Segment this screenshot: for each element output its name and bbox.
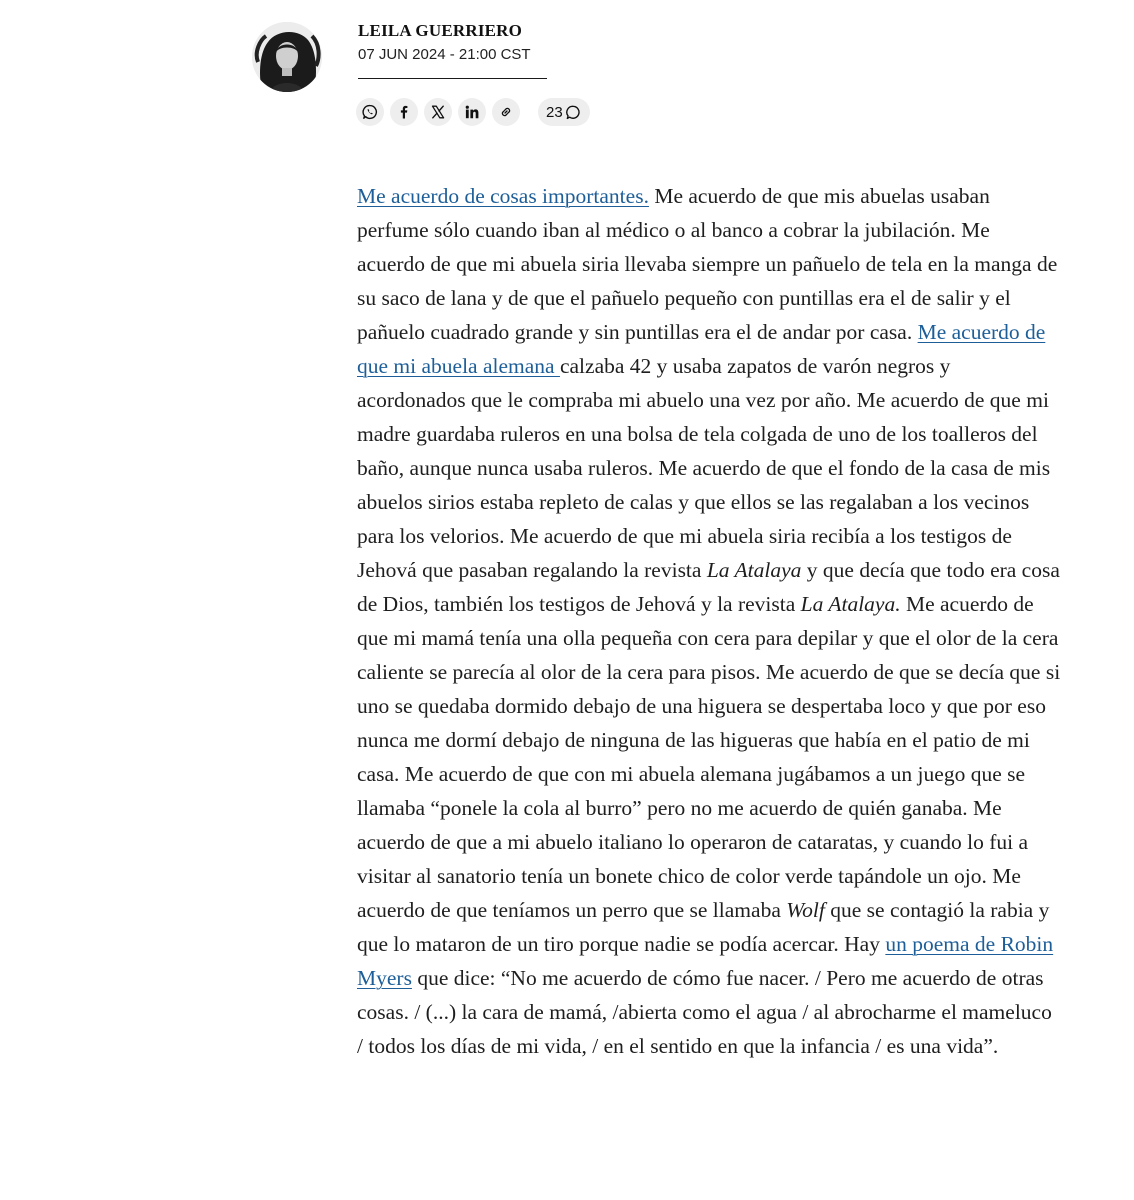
linkedin-icon (464, 104, 480, 120)
link-icon (498, 104, 514, 120)
facebook-icon (396, 104, 412, 120)
article-body (357, 179, 1061, 1063)
author-avatar[interactable] (252, 22, 322, 92)
byline-divider (358, 78, 547, 79)
magazine-title: La Atalaya. (800, 592, 901, 616)
speech-bubble-icon (565, 104, 582, 121)
text-segment: que se contagió la rabia y que lo mataron de un tiro porque nadie se podía acercar. Hay (357, 898, 1050, 956)
link-poema-robin-myers[interactable]: un poema de Robin Myers (357, 932, 1054, 990)
share-x-button[interactable] (424, 98, 452, 126)
link-abuela-alemana[interactable]: Me acuerdo de que mi abuela alemana (357, 320, 1046, 378)
article-paragraph (357, 179, 1061, 1063)
text-segment: que dice: “No me acuerdo de cómo fue nacer. / Pero me acuerdo de otras cosas. / (...) la cara de mamá, /abierta como el agua / al abrocharme el mameluco / todos los días de mi vida, / en el sentido en que la infancia / es una vida”. (357, 966, 1052, 1058)
copy-link-button[interactable] (492, 98, 520, 126)
comments-button[interactable] (538, 98, 590, 126)
share-bar (356, 98, 590, 126)
publish-date: 07 JUN 2024 - 21:00 CST (358, 46, 531, 63)
link-cosas-importantes[interactable]: Me acuerdo de cosas importantes. (357, 184, 649, 208)
magazine-title: La Atalaya (706, 558, 802, 582)
share-whatsapp-button[interactable] (356, 98, 384, 126)
text-segment: y que decía que todo era cosa de Dios, también los testigos de Jehová y la revista (357, 558, 1060, 616)
x-icon (430, 104, 446, 120)
text-segment: Me acuerdo de que mi mamá tenía una olla pequeña con cera para depilar y que el olor de la cera caliente se parecía al olor de la cera para pisos. Me acuerdo de que se decía que si uno se quedaba dormido debajo de una higuera se despertaba loco y que por eso nunca me dormí debajo de ninguna de las higueras que había en el patio de mi casa. Me acuerdo de que con mi abuela alemana jugábamos a un juego que se llamaba “ponele la cola al burro” pero no me acuerdo de quién ganaba. Me acuerdo de que a mi abuelo italiano lo operaron de cataratas, y cuando lo fui a visitar al sanatorio tenía un bonete chico de color verde tapándole un ojo. Me acuerdo de que teníamos un perro que se llamaba (357, 592, 1061, 922)
comments-count: 23 (546, 103, 563, 121)
share-linkedin-button[interactable] (458, 98, 486, 126)
whatsapp-icon (362, 104, 378, 120)
text-segment: calzaba 42 y usaba zapatos de varón negros y acordonados que le compraba mi abuelo una vez por año. Me acuerdo de que mi madre guardaba ruleros en una bolsa de tela colgada de uno de los toalleros del baño, aunque nunca usaba ruleros. Me acuerdo de que el fondo de la casa de mis abuelos sirios estaba repleto de calas y que ellos se las regalaban a los vecinos para los velorios. Me acuerdo de que mi abuela siria recibía a los testigos de Jehová que pasaban regalando la revista (357, 354, 1051, 582)
author-portrait-image (252, 22, 322, 92)
dog-name: Wolf (786, 898, 825, 922)
text-segment: Me acuerdo de que mis abuelas usaban perfume sólo cuando iban al médico o al banco a cobrar la jubilación. Me acuerdo de que mi abuela siria llevaba siempre un pañuelo de tela en la manga de su saco de lana y de que el pañuelo pequeño con puntillas era el de salir y el pañuelo cuadrado grande y sin puntillas era el de andar por casa. (357, 184, 1058, 344)
author-name[interactable]: LEILA GUERRIERO (358, 21, 523, 40)
byline (358, 20, 548, 66)
share-facebook-button[interactable] (390, 98, 418, 126)
